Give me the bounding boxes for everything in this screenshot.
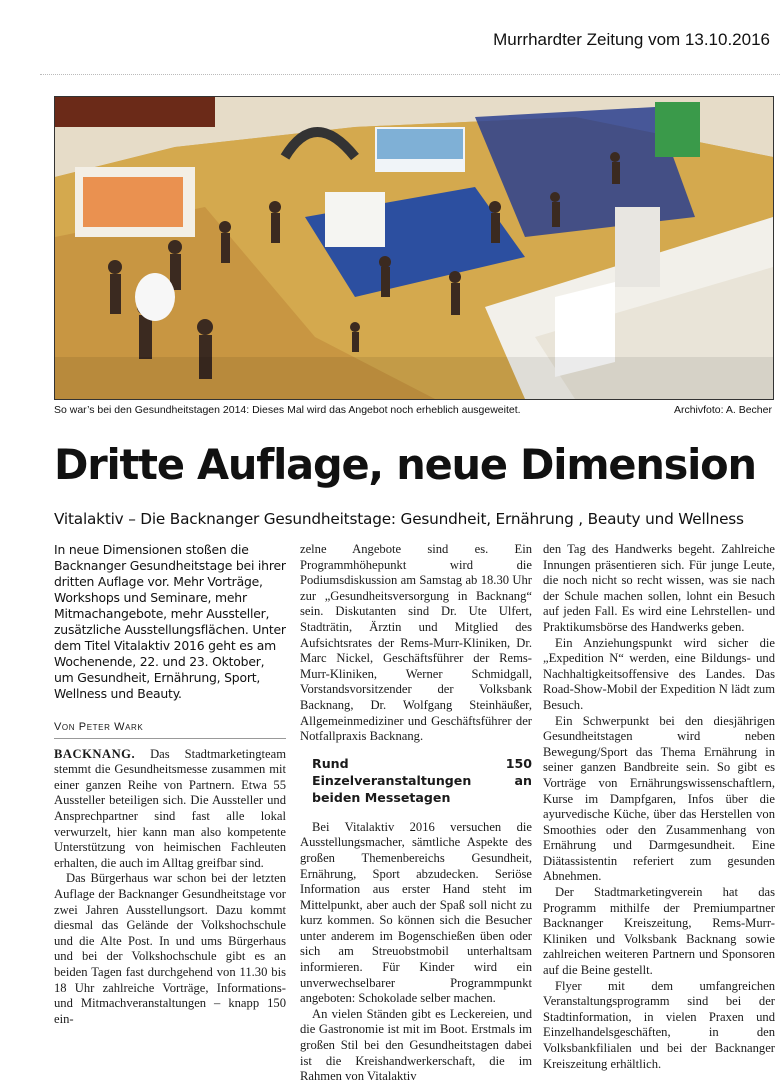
photo-credit: Archivfoto: A. Becher bbox=[673, 404, 772, 416]
subheadline: Vitalaktiv – Die Backnanger Gesundheitstage: Gesundheit, Ernährung , Beauty und Wellness bbox=[54, 510, 744, 528]
dateline: BACKNANG. bbox=[54, 746, 136, 761]
paragraph: Das Bürgerhaus war schon bei der letzten Auflage der Backnanger Gesundheitstage vor zwei Jahren Ausstellungsort. Dazu kommt diesmal das Gelände der Volkshochschule und die Alte Post. In und ums Bürgerhaus und bei der Volkshochschule gibt es an beiden Tagen fast durchgehend von 11.30 bis 18 Uhr zahlreiche Vorträge, Informations- und Mitmachveranstaltungen – knapp 150 ein- bbox=[54, 871, 286, 1026]
source-line: Murrhardter Zeitung vom 13.10.2016 bbox=[493, 30, 770, 49]
paragraph: Ein Anziehungspunkt wird sicher die „Expedition N“ werden, eine Bildungs- und Nachhaltigkeitsoffensive des Landes. Das Road-Show-Mobil der Expedition N lädt zum Besuch. bbox=[543, 635, 775, 712]
paragraph: An vielen Ständen gibt es Leckereien, und die Gastronomie ist mit im Boot. Erstmals im großen Stil bei den Gesundheitstagen dabei ist die Kreishandwerkerschaft, die im Rahmen von Vitalaktiv bbox=[300, 1006, 532, 1084]
header-divider bbox=[40, 74, 780, 75]
byline: Von Peter Wark bbox=[54, 720, 286, 739]
column-2 bbox=[300, 542, 532, 1085]
section-subhead: Rund 150 Einzelveranstaltungen an beiden Messetagen bbox=[312, 755, 532, 805]
column-1 bbox=[54, 542, 286, 1027]
paragraph: Bei Vitalaktiv 2016 versuchen die Ausstellungsmacher, sämtliche Aspekte des großen Themenbereichs Gesundheit, Ernährung, Sport abzudecken. Seriöse Information aus erster Hand steht im Mittelpunkt, aber auch der Spaß soll nicht zu kurz kommen. So können sich die Besucher unter anderem im Bogenschießen üben oder sich am Streuobstmobil unterhaltsam informieren. Für Kinder wird ein unverwechselbarer Programmpunkt angeboten: Schokolade selber machen. bbox=[300, 819, 532, 1006]
paragraph: den Tag des Handwerks begeht. Zahlreiche Innungen präsentieren sich. Für junge Leute, die noch nicht so recht wissen, was sie nach der Schule machen sollen, lohnt ein Besuch auf jeden Fall. Es wird eine Lehrstellen- und Praktikumsbörse des Handwerks geben. bbox=[543, 542, 775, 634]
column-3 bbox=[543, 542, 775, 1072]
headline: Dritte Auflage, neue Dimension bbox=[54, 440, 756, 489]
paragraph: Ein Schwerpunkt bei den diesjährigen Gesundheitstagen wird neben Bewegung/Sport das Thema Ernährung in seiner ganzen Bandbreite sein. So gibt es Vorträge von Ernährungswissenschaftlern, Kurse im Dampfgaren, Infos über die ayurvedische Küche, über das Herstellen von Smoothies oder den Zusammenhang von Ernährung und Darmgesundheit. Eine Diätassistentin referiert zum gesunden Abnehmen. bbox=[543, 713, 775, 884]
caption-text: So war’s bei den Gesundheitstagen 2014: Dieses Mal wird das Angebot noch erheblich ausgeweitet. bbox=[54, 404, 521, 416]
paragraph bbox=[54, 747, 286, 872]
intro-text: In neue Dimensionen stoßen die Backnanger Gesundheitstage bei ihrer dritten Auflage vor. Mehr Vorträge, Workshops und Seminare, mehr Mitmachangebote, mehr Aussteller, zusätzliche Ausstellungsflächen. Unter dem Titel Vitalaktiv 2016 geht es am Wochenende, 22. und 23. Oktober, um Gesundheit, Ernährung, Sport, Wellness und Beauty. bbox=[54, 542, 286, 701]
paragraph: zelne Angebote sind es. Ein Programmhöhepunkt wird die Podiumsdiskussion am Samstag ab 18.30 Uhr zur „Gesundheitsversorgung in Backnang“ sein. Diskutanten sind Dr. Ute Ulfert, Stadträtin, Ärztin und Mitglied des Aufsichtsrates der Rems-Murr-Kliniken, Dr. Marc Nickel, Geschäftsführer der Rems-Murr-Kliniken, Werner Schmidgall, Vorstandsvorsitzender der Volksbank Backnang, Dr. Wolfgang Steinhäußer, Allgemeinmediziner und Geschäftsführer der Notfallpraxis Backnang. bbox=[300, 542, 532, 744]
paragraph: Flyer mit dem umfangreichen Veranstaltungsprogramm sind bei der Stadtinformation, in vielen Praxen und Einzelhandelsgeschäften, in den Volksbankfilialen und bei der Backnanger Kreiszeitung erhältlich. bbox=[543, 978, 775, 1071]
paragraph: Der Stadtmarketingverein hat das Programm mithilfe der Premiumpartner Backnanger Kreiszeitung, Rems-Murr-Kliniken und Volksbank Backnang sowie zahlreichen weiteren Partnern und Sponsoren auf die Beine gestellt. bbox=[543, 885, 775, 978]
article-photo bbox=[54, 96, 774, 400]
photo-caption bbox=[54, 404, 772, 416]
paragraph-text: Das Stadtmarketingteam stemmt die Gesundheitsmesse zusammen mit einer ganzen Reihe von Partnern. Etwa 55 Aussteller beteiligen sich. Die Aussteller und Ansprechpartner sind fast alle lokal verwurzelt, hier kann man also kompetente Unterstützung von heimischen Fachleuten erhalten, die auch im Alltag greifbar sind. bbox=[54, 746, 286, 870]
